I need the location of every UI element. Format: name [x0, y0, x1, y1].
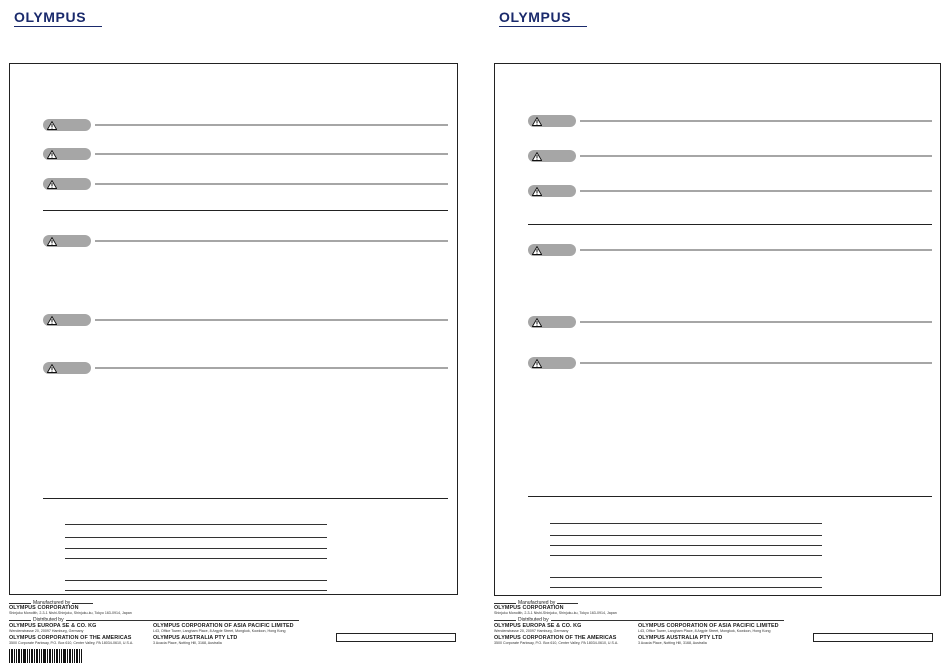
section-divider: [43, 498, 448, 499]
section-divider: [528, 224, 932, 225]
warning-line: [95, 367, 448, 369]
document-code-box: [336, 633, 456, 642]
warning-line: [95, 183, 448, 185]
distributed-by-label: Distributed by: [33, 617, 64, 623]
warning-triangle-icon: [532, 246, 542, 255]
warning-label: [43, 148, 91, 160]
warning-line: [580, 190, 932, 192]
warning-label: [528, 316, 576, 328]
warning-label: [43, 235, 91, 247]
warning-triangle-icon: [47, 180, 57, 189]
warning-row: [43, 362, 448, 374]
warning-row: [528, 150, 932, 162]
distributor-name: OLYMPUS CORPORATION OF THE AMERICAS: [9, 635, 132, 641]
manufactured-by-label: Manufactured by: [518, 600, 556, 606]
table-rule: [550, 545, 822, 546]
warning-row: [43, 178, 448, 190]
warning-row: [43, 148, 448, 160]
table-rule: [65, 537, 327, 538]
warning-line: [580, 249, 932, 251]
right-page: [475, 0, 950, 667]
manufacturer-address: Shinjuku Monolith, 2-3-1 Nishi-Shinjuku, Shinjuku-ku, Tokyo 163-0914, Japan: [9, 611, 132, 615]
warning-triangle-icon: [47, 150, 57, 159]
table-rule: [550, 535, 822, 536]
warning-row: [43, 314, 448, 326]
olympus-logo: OLYMPUS: [14, 9, 87, 25]
warning-triangle-icon: [532, 318, 542, 327]
distributor-address: Wendenstrasse 20, 20097 Hamburg, Germany: [494, 629, 569, 633]
distributor-address: 3500 Corporate Parkway, P.O. Box 610, Center Valley, PA 18034-0610, U.S.A.: [9, 641, 134, 645]
manufacturer-address: Shinjuku Monolith, 2-3-1 Nishi-Shinjuku, Shinjuku-ku, Tokyo 163-0914, Japan: [494, 611, 617, 615]
warning-triangle-icon: [532, 117, 542, 126]
warning-row: [528, 316, 932, 328]
distributor-name: OLYMPUS EUROPA SE & CO. KG: [494, 623, 582, 629]
warning-row: [43, 235, 448, 247]
distributor-address: 3500 Corporate Parkway, P.O. Box 610, Center Valley, PA 18034-0610, U.S.A.: [494, 641, 619, 645]
table-rule: [550, 577, 822, 578]
warning-line: [95, 124, 448, 126]
warning-line: [95, 319, 448, 321]
manufacturer-name: OLYMPUS CORPORATION: [9, 605, 79, 611]
warning-triangle-icon: [47, 237, 57, 246]
distributor-name: OLYMPUS AUSTRALIA PTY LTD: [638, 635, 723, 641]
distributor-address: 3 Acacia Place, Notting Hill, 3168, Australia: [638, 641, 707, 645]
distributor-address: Wendenstrasse 20, 20097 Hamburg, Germany: [9, 629, 84, 633]
distributor-name: OLYMPUS CORPORATION OF THE AMERICAS: [494, 635, 617, 641]
warning-label: [43, 362, 91, 374]
distributor-address: L43, Office Tower, Langham Place, 8 Argyle Street, Mongkok, Kowloon, Hong Kong: [153, 629, 286, 633]
content-panel: [494, 63, 941, 596]
table-rule: [550, 555, 822, 556]
barcode: [9, 649, 114, 663]
warning-row: [528, 357, 932, 369]
table-rule: [550, 587, 822, 588]
warning-line: [580, 321, 932, 323]
warning-line: [95, 240, 448, 242]
warning-triangle-icon: [47, 364, 57, 373]
warning-triangle-icon: [532, 152, 542, 161]
manufacturer-name: OLYMPUS CORPORATION: [494, 605, 564, 611]
warning-line: [95, 153, 448, 155]
distributor-name: OLYMPUS CORPORATION OF ASIA PACIFIC LIMITED: [153, 623, 294, 629]
warning-label: [528, 150, 576, 162]
document-code-box: [813, 633, 933, 642]
logo-underline: [14, 26, 102, 27]
distributor-address: L43, Office Tower, Langham Place, 8 Argyle Street, Mongkok, Kowloon, Hong Kong: [638, 629, 771, 633]
warning-row: [528, 244, 932, 256]
warning-line: [580, 362, 932, 364]
warning-triangle-icon: [532, 359, 542, 368]
section-divider: [43, 210, 448, 211]
warning-line: [580, 155, 932, 157]
table-rule: [65, 580, 327, 581]
content-panel: [9, 63, 458, 595]
warning-row: [528, 115, 932, 127]
warning-label: [43, 314, 91, 326]
warning-triangle-icon: [47, 316, 57, 325]
warning-row: [43, 119, 448, 131]
table-rule: [65, 590, 327, 591]
table-rule: [65, 558, 327, 559]
warning-label: [43, 119, 91, 131]
table-rule: [65, 548, 327, 549]
warning-label: [528, 357, 576, 369]
warning-label: [528, 244, 576, 256]
manufactured-by-label: Manufactured by: [33, 600, 71, 606]
distributor-name: OLYMPUS EUROPA SE & CO. KG: [9, 623, 97, 629]
table-rule: [65, 524, 327, 525]
section-divider: [528, 496, 932, 497]
warning-label: [528, 115, 576, 127]
distributed-by-label: Distributed by: [518, 617, 549, 623]
warning-triangle-icon: [532, 187, 542, 196]
warning-label: [43, 178, 91, 190]
distributor-address: 3 Acacia Place, Notting Hill, 3168, Australia: [153, 641, 222, 645]
warning-line: [580, 120, 932, 122]
warning-row: [528, 185, 932, 197]
table-rule: [550, 523, 822, 524]
warning-triangle-icon: [47, 121, 57, 130]
distributor-name: OLYMPUS CORPORATION OF ASIA PACIFIC LIMITED: [638, 623, 779, 629]
distributor-name: OLYMPUS AUSTRALIA PTY LTD: [153, 635, 238, 641]
logo-underline: [499, 26, 587, 27]
warning-label: [528, 185, 576, 197]
olympus-logo: OLYMPUS: [499, 9, 572, 25]
